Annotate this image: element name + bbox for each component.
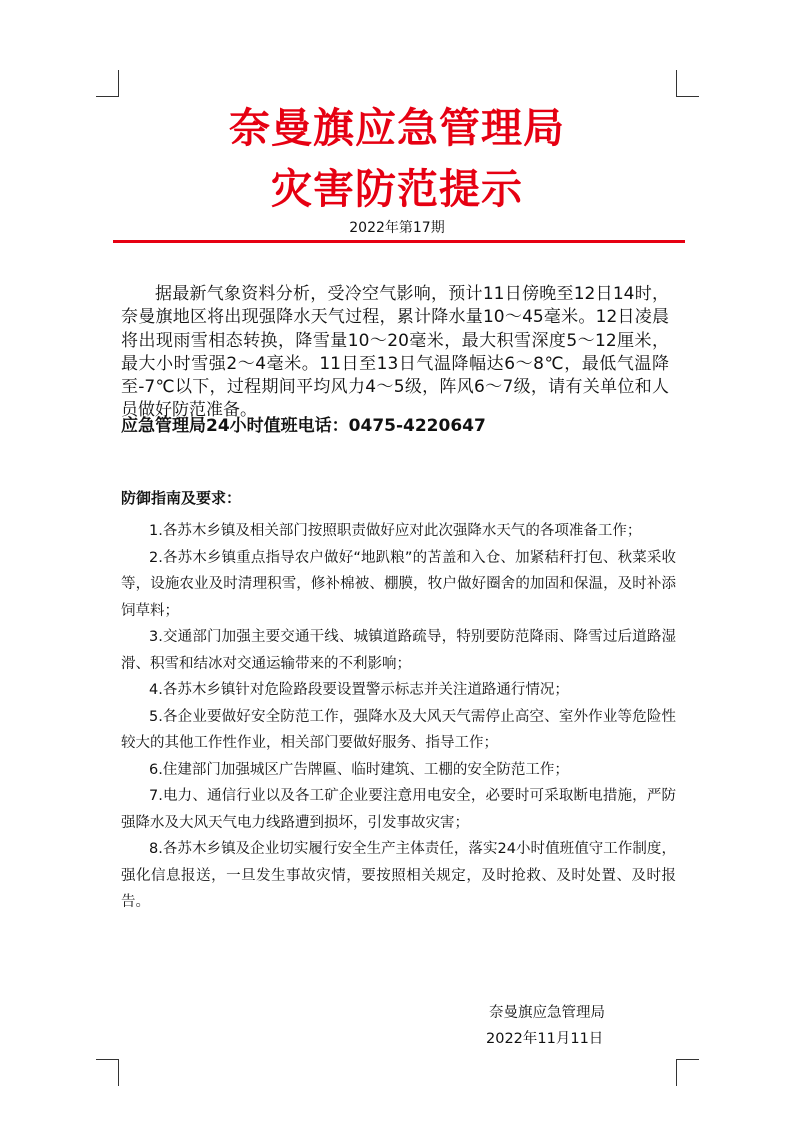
guidance-item: 8.各苏木乡镇及企业切实履行安全生产主体责任，落实24小时值班值守工作制度，强化信息报送，一旦发生事故灾情，要按照相关规定，及时抢救、及时处置、及时报告。 [121, 841, 676, 910]
document-title-agency: 奈曼旗应急管理局 [229, 104, 565, 152]
crop-mark-top-left [96, 70, 119, 97]
guidance-list [121, 518, 676, 916]
guidance-item: 2.各苏木乡镇重点指导农户做好“地趴粮”的苫盖和入仓、加紧秸秆打包、秋菜采收等，设施农业及时清理积雪，修补棉被、棚膜，牧户做好圈舍的加固和保温，及时补添饲草料； [121, 549, 676, 619]
signature-organization: 奈曼旗应急管理局 [489, 1005, 605, 1021]
issue-number: 2022年第17期 [349, 220, 445, 236]
guidance-item: 7.电力、通信行业以及各工矿企业要注意用电安全，必要时可采取断电措施，严防强降水及大风天气电力线路遭到损坏，引发事故灾害； [121, 788, 676, 831]
weather-summary: 据最新气象资料分析，受冷空气影响，预计11日傍晚至12日14时，奈曼旗地区将出现强降水天气过程，累计降水量10～45毫米。12日凌晨将出现雨雪相态转换，降雪量10～20毫米，最大积雪深度5～12厘米，最大小时雪强2～4毫米。11日至13日气温降幅达6～8℃，最低气温降至-7℃以下，过程期间平均风力4～5级，阵风6～7级，请有关单位和人员做好防范准备。 [121, 284, 669, 421]
document-title-notice: 灾害防范提示 [271, 165, 523, 213]
guidance-item: 3.交通部门加强主要交通干线、城镇道路疏导，特别要防范降雨、降雪过后道路湿滑、积雪和结冰对交通运输带来的不利影响； [121, 629, 676, 672]
header-divider [113, 240, 685, 243]
guidance-heading: 防御指南及要求： [121, 489, 242, 507]
signature-date: 2022年11月11日 [486, 1031, 604, 1047]
guidance-item: 5.各企业要做好安全防范工作，强降水及大风天气需停止高空、室外作业等危险性较大的其他工作性作业，相关部门要做好服务、指导工作； [121, 708, 676, 751]
crop-mark-top-right [676, 70, 699, 97]
guidance-item: 6.住建部门加强城区广告牌匾、临时建筑、工棚的安全防范工作； [149, 761, 569, 778]
duty-hotline: 应急管理局24小时值班电话：0475-4220647 [121, 416, 486, 436]
guidance-item: 4.各苏木乡镇针对危险路段要设置警示标志并关注道路通行情况； [149, 682, 569, 698]
guidance-item: 1.各苏木乡镇及相关部门按照职责做好应对此次强降水天气的各项准备工作； [149, 523, 642, 539]
crop-mark-bottom-right [676, 1059, 699, 1086]
crop-mark-bottom-left [96, 1059, 119, 1086]
